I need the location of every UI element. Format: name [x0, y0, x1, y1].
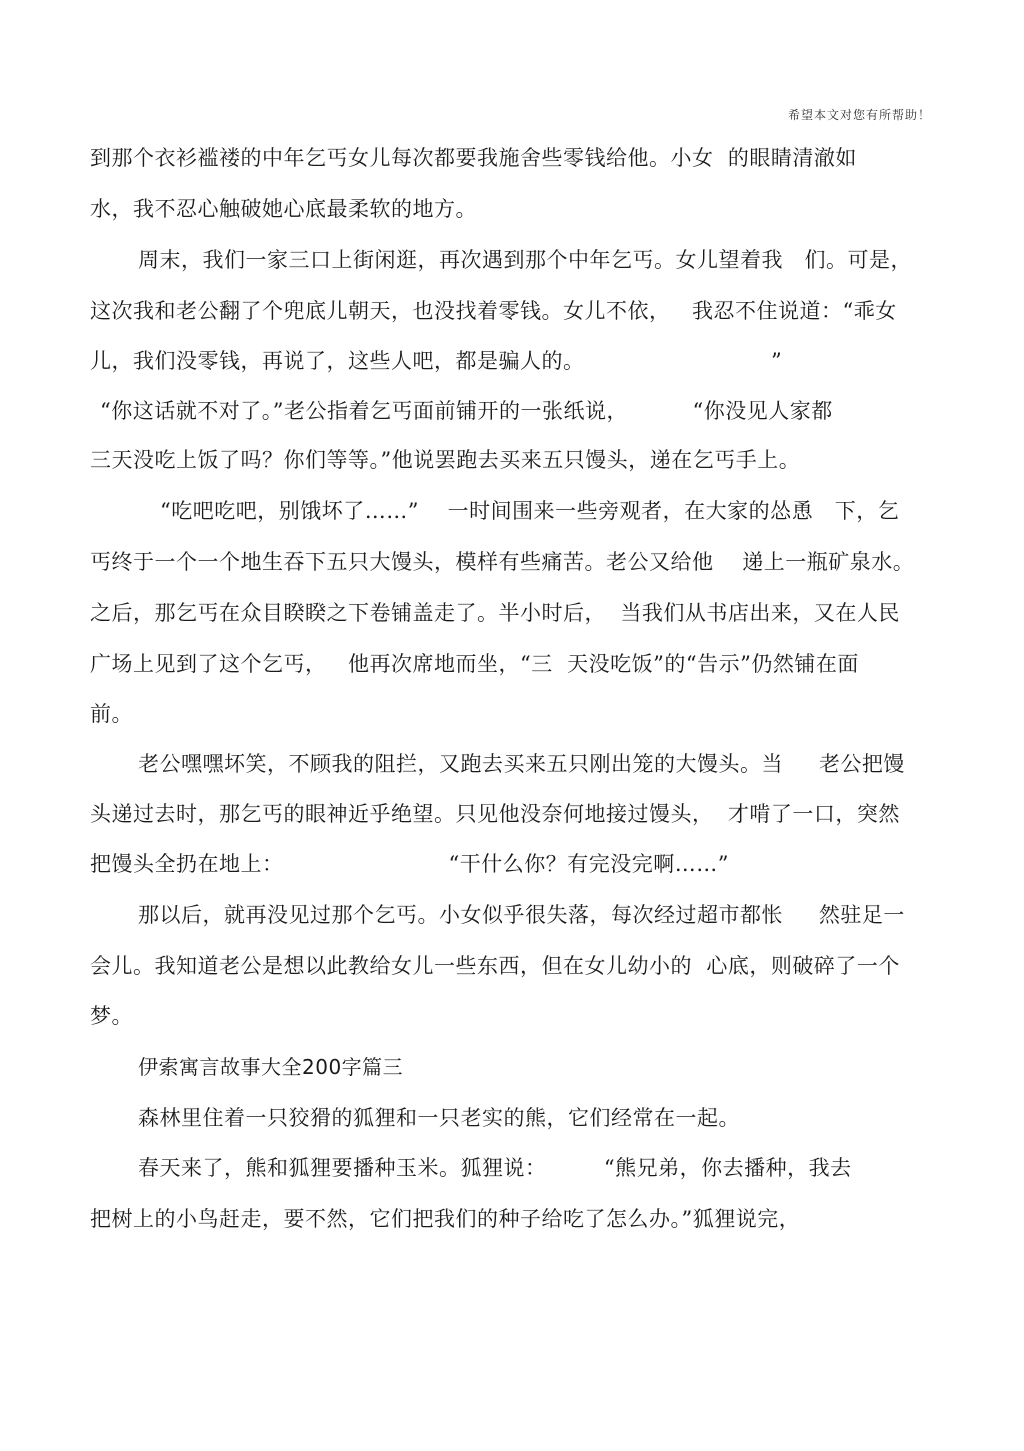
text-line: 把馒头全扔在地上： “干什么你？有完没完啊……” [90, 852, 730, 876]
text-line: 梦。 [90, 1004, 133, 1028]
text-line: 周末，我们一家三口上街闲逛，再次遇到那个中年乞丐。女儿望着我 们。可是， [138, 248, 913, 272]
text-line: 头递过去时，那乞丐的眼神近乎绝望。只见他没奈何地接过馒头， 才啃了一口，突然 [90, 802, 900, 826]
text-line: 前。 [90, 702, 133, 726]
text-line: “你这话就不对了。”老公指着乞丐面前铺开的一张纸说， “你没见人家都 [100, 399, 833, 423]
text-line: 丐终于一个一个地生吞下五只大馒头，模样有些痛苦。老公又给他 递上一瓶矿泉水。 [90, 550, 915, 574]
text-line: 儿，我们没零钱，再说了，这些人吧，都是骗人的。 ” [90, 349, 783, 373]
text-line: 春天来了，熊和狐狸要播种玉米。狐狸说： “熊兄弟，你去播种，我去 [138, 1156, 852, 1180]
text-line: 那以后，就再没见过那个乞丐。小女似乎很失落，每次经过超市都怅 然驻足一 [138, 903, 905, 927]
text-line: 之后，那乞丐在众目睽睽之下卷铺盖走了。半小时后， 当我们从书店出来，又在人民 [90, 601, 900, 625]
text-line: 三天没吃上饭了吗？你们等等。”他说罢跑去买来五只馒头，递在乞丐手上。 [90, 448, 801, 472]
text-line: 把树上的小鸟赶走，要不然，它们把我们的种子给吃了怎么办。”狐狸说完， [90, 1207, 801, 1231]
text-line: 老公嘿嘿坏笑，不顾我的阻拦，又跑去买来五只刚出笼的大馒头。当 老公把馒 [138, 752, 905, 776]
text-line: 广场上见到了这个乞丐， 他再次席地而坐，“三 天没吃饭”的“告示”仍然铺在面 [90, 652, 859, 676]
text-line: 到那个衣衫褴褛的中年乞丐女儿每次都要我施舍些零钱给他。小女 的眼睛清澈如 [90, 146, 857, 170]
header-note: 希望本文对您有所帮助！ [787, 108, 931, 122]
section-heading: 伊索寓言故事大全200字篇三 [138, 1055, 404, 1079]
text-line: 森林里住着一只狡猾的狐狸和一只老实的熊，它们经常在一起。 [138, 1106, 740, 1130]
text-line: 这次我和老公翻了个兜底儿朝天，也没找着零钱。女儿不依， 我忍不住说道：“乖女 [90, 299, 897, 323]
text-line: 会儿。我知道老公是想以此教给女儿一些东西，但在女儿幼小的 心底，则破碎了一个 [90, 954, 900, 978]
text-line: 水，我不忍心触破她心底最柔软的地方。 [90, 197, 477, 221]
text-line: “吃吧吃吧，别饿坏了……” 一时间围来一些旁观者，在大家的怂恿 下，乞 [160, 499, 900, 523]
